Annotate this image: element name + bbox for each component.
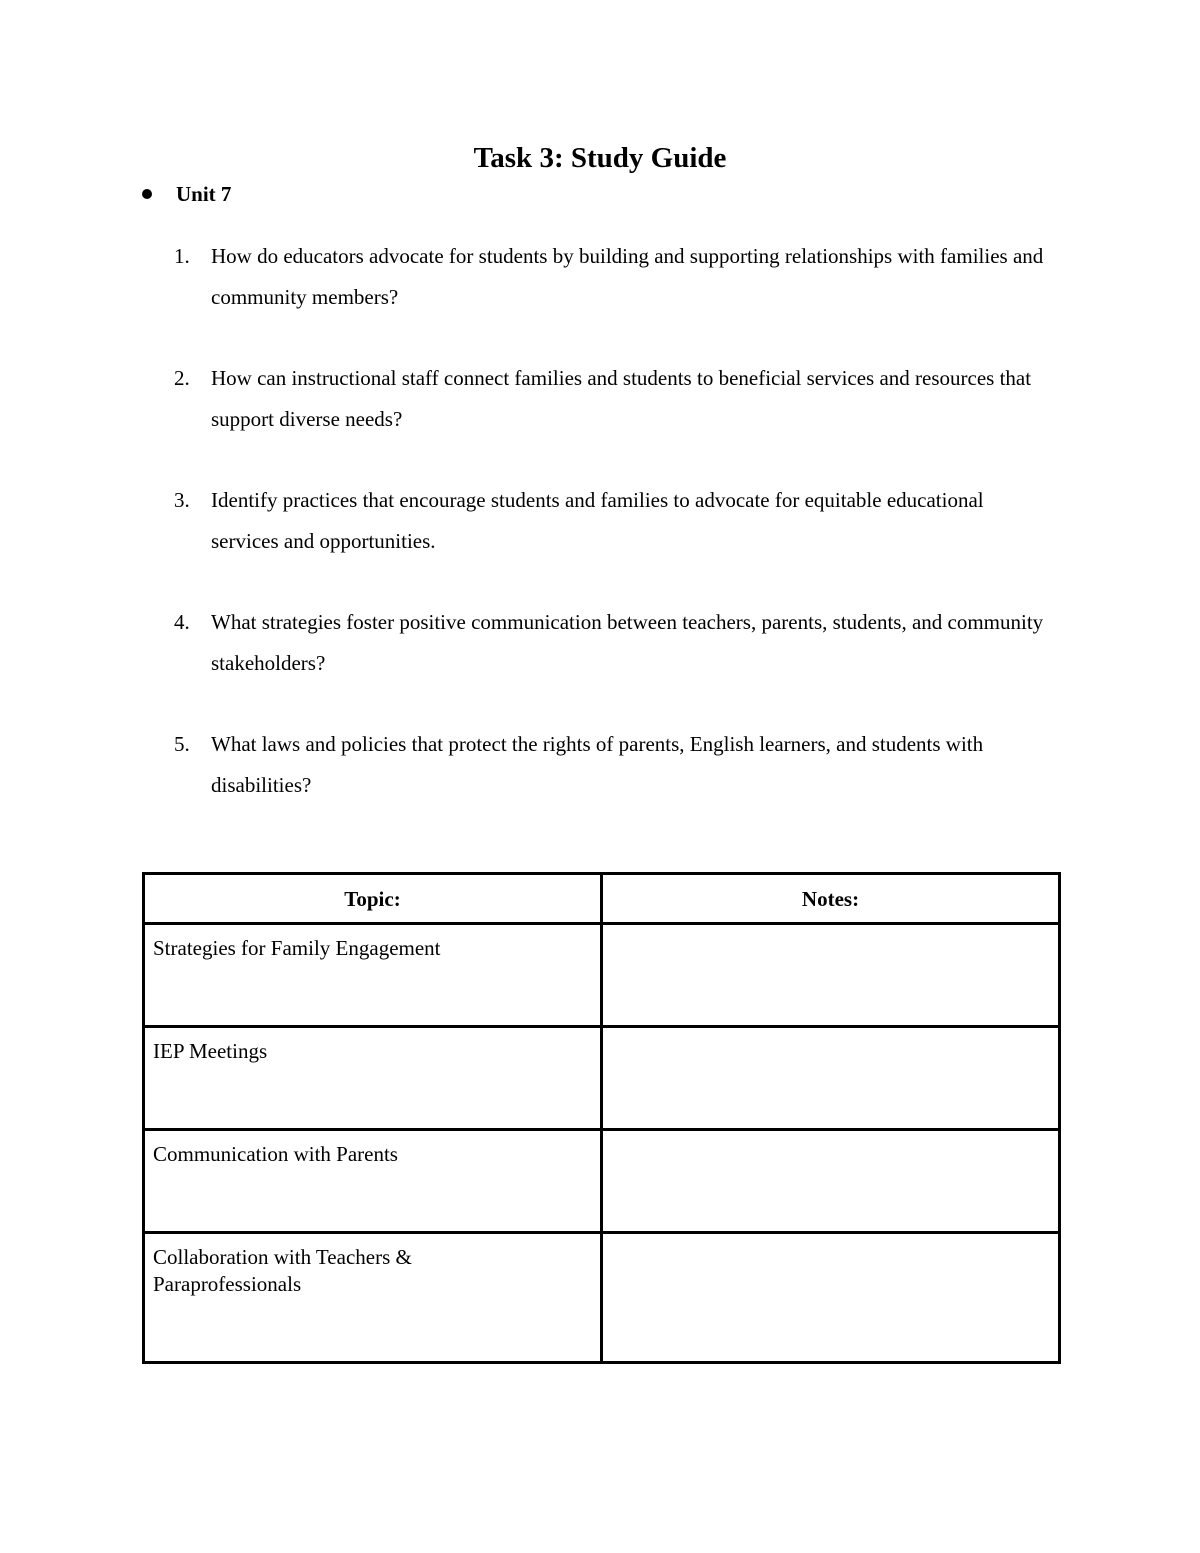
question-text: What strategies foster positive communication between teachers, parents, students, and community stakeholders? <box>211 610 1044 675</box>
question-number: 5. <box>174 732 190 756</box>
question-item <box>0 236 1200 358</box>
question-text: How can instructional staff connect families and students to beneficial services and resources that support diverse needs? <box>211 366 1032 431</box>
bullet-icon <box>142 189 152 199</box>
question-item <box>0 724 1200 846</box>
topic-notes-table <box>142 872 1061 1364</box>
table-row <box>144 1027 1060 1130</box>
topic-cell: Collaboration with Teachers & Paraprofessionals <box>144 1233 602 1363</box>
topic-cell: IEP Meetings <box>144 1027 602 1130</box>
unit-label: Unit 7 <box>176 181 232 206</box>
question-text: Identify practices that encourage students and families to advocate for equitable educational services and opportunities. <box>211 488 984 553</box>
question-number: 4. <box>174 610 190 634</box>
topic-cell: Strategies for Family Engagement <box>144 924 602 1027</box>
notes-cell <box>602 1233 1060 1363</box>
notes-cell <box>602 1130 1060 1233</box>
table-row <box>144 924 1060 1027</box>
question-item <box>0 480 1200 602</box>
table-row <box>144 1233 1060 1363</box>
notes-column-header: Notes: <box>602 874 1060 924</box>
question-number: 2. <box>174 366 190 390</box>
notes-cell <box>602 1027 1060 1130</box>
table-header-row <box>144 874 1060 924</box>
question-item <box>0 602 1200 724</box>
question-list <box>0 236 1200 846</box>
notes-cell <box>602 924 1060 1027</box>
table-row <box>144 1130 1060 1233</box>
unit-bullet-item <box>140 178 231 210</box>
question-item <box>0 358 1200 480</box>
question-number: 1. <box>174 244 190 268</box>
question-text: What laws and policies that protect the rights of parents, English learners, and students with disabilities? <box>211 732 984 797</box>
question-text: How do educators advocate for students by building and supporting relationships with families and community members? <box>211 244 1044 309</box>
topic-cell: Communication with Parents <box>144 1130 602 1233</box>
page-title: Task 3: Study Guide <box>473 142 727 174</box>
question-number: 3. <box>174 488 190 512</box>
topic-column-header: Topic: <box>144 874 602 924</box>
